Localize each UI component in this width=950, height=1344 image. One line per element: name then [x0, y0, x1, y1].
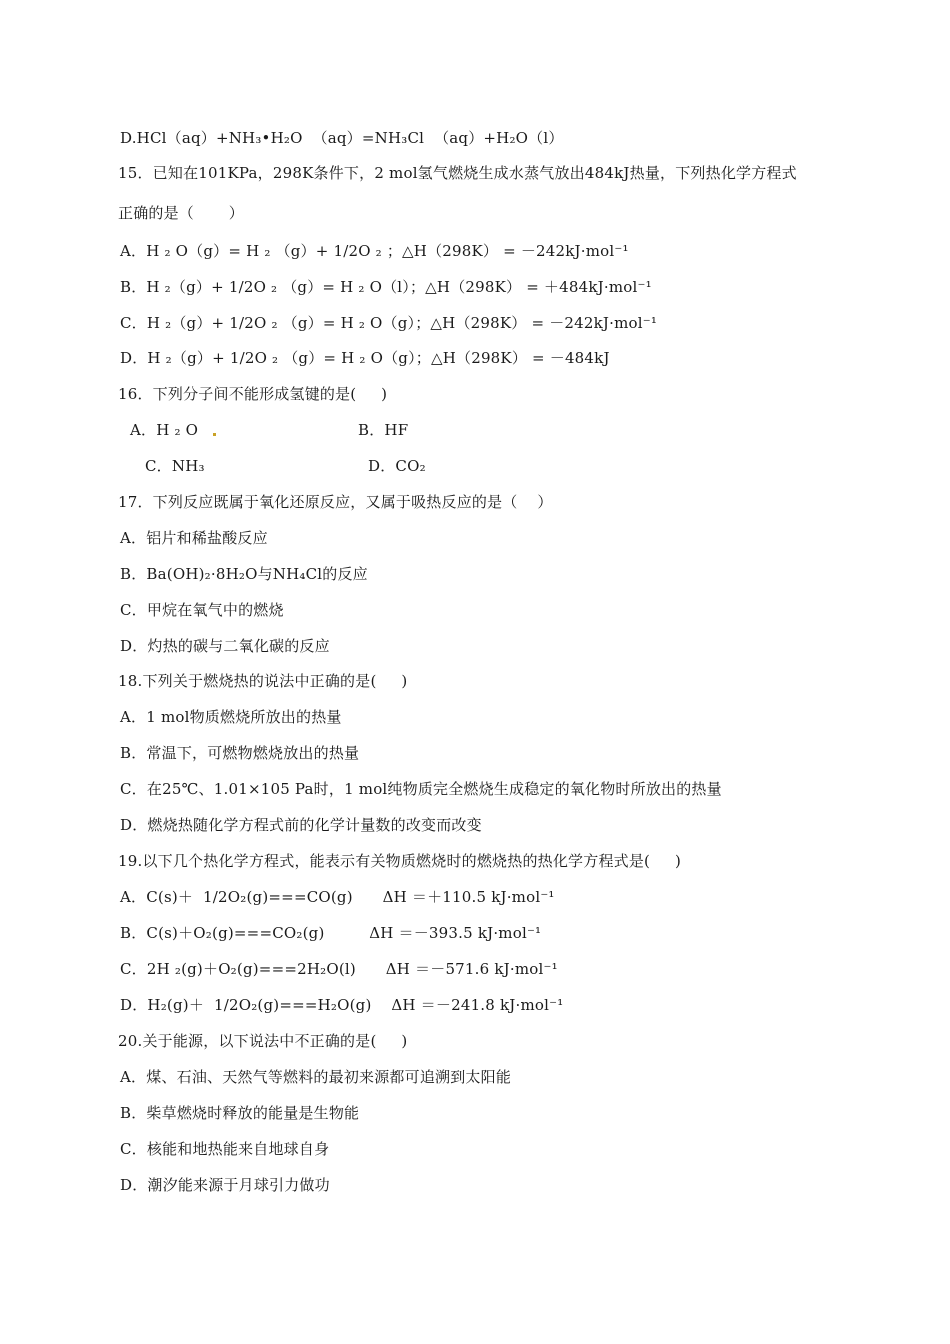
- q15-stem-cont: 正确的是（ ）: [118, 204, 244, 222]
- q16-option-a: A．H ₂ O: [130, 421, 199, 439]
- q15-stem: 15．已知在101KPa，298K条件下，2 mol氢气燃烧生成水蒸气放出484kJ热量，下列热化学方程式: [118, 164, 797, 182]
- q18-option-d: D．燃烧热随化学方程式前的化学计量数的改变而改变: [120, 816, 482, 834]
- q15-option-d: D．H ₂（g）+ 1/2O ₂ （g）= H ₂ O（g）；△H（298K） = －484kJ: [120, 349, 610, 367]
- q16-option-d: D．CO₂: [368, 457, 426, 475]
- q19-option-b: B．C(s)＋O₂(g)===CO₂(g) ΔH ＝－393.5 kJ·mol⁻¹: [120, 924, 542, 942]
- q16-option-b: B．HF: [358, 421, 409, 439]
- q16-option-c: C．NH₃: [145, 457, 205, 475]
- q18-option-c: C．在25℃、1.01×105 Pa时，1 mol纯物质完全燃烧生成稳定的氧化物时所放出的热量: [120, 780, 722, 798]
- q17-option-b: B．Ba(OH)₂·8H₂O与NH₄Cl的反应: [120, 565, 368, 583]
- q15-option-b: B．H ₂（g）+ 1/2O ₂ （g）= H ₂ O（l）；△H（298K） = ＋484kJ·mol⁻¹: [120, 278, 652, 296]
- q14-option-d: D.HCl（aq）+NH₃•H₂O （aq）=NH₃Cl （aq）+H₂O（l）: [120, 129, 564, 147]
- q20-option-d: D．潮汐能来源于月球引力做功: [120, 1176, 330, 1194]
- q19-option-d: D．H₂(g)＋ 1/2O₂(g)===H₂O(g) ΔH ＝－241.8 kJ·mol⁻¹: [120, 996, 564, 1014]
- q17-option-c: C．甲烷在氧气中的燃烧: [120, 601, 284, 619]
- stray-mark: [213, 433, 216, 436]
- q15-option-a: A．H ₂ O（g）= H ₂ （g）+ 1/2O ₂ ；△H（298K） = －242kJ·mol⁻¹: [120, 242, 629, 260]
- q18-option-b: B．常温下，可燃物燃烧放出的热量: [120, 744, 360, 762]
- q19-stem: 19.以下几个热化学方程式，能表示有关物质燃烧时的燃烧热的热化学方程式是( ): [118, 852, 682, 870]
- q20-option-c: C．核能和地热能来自地球自身: [120, 1140, 330, 1158]
- q20-stem: 20.关于能源，以下说法中不正确的是( ): [118, 1032, 408, 1050]
- q17-stem: 17．下列反应既属于氧化还原反应，又属于吸热反应的是（ ）: [118, 493, 553, 511]
- q16-stem: 16．下列分子间不能形成氢键的是( ): [118, 385, 388, 403]
- q20-option-b: B．柴草燃烧时释放的能量是生物能: [120, 1104, 360, 1122]
- q19-option-a: A．C(s)＋ 1/2O₂(g)===CO(g) ΔH ＝＋110.5 kJ·mol⁻¹: [120, 888, 555, 906]
- q15-option-c: C．H ₂（g）+ 1/2O ₂ （g）= H ₂ O（g）；△H（298K） = －242kJ·mol⁻¹: [120, 314, 658, 332]
- q19-option-c: C．2H ₂(g)＋O₂(g)===2H₂O(l) ΔH ＝－571.6 kJ·mol⁻¹: [120, 960, 558, 978]
- q17-option-d: D．灼热的碳与二氧化碳的反应: [120, 637, 330, 655]
- q20-option-a: A．煤、石油、天然气等燃料的最初来源都可追溯到太阳能: [120, 1068, 512, 1086]
- q18-stem: 18.下列关于燃烧热的说法中正确的是( ): [118, 672, 408, 690]
- q17-option-a: A．铝片和稀盐酸反应: [120, 529, 268, 547]
- q18-option-a: A．1 mol物质燃烧所放出的热量: [120, 708, 342, 726]
